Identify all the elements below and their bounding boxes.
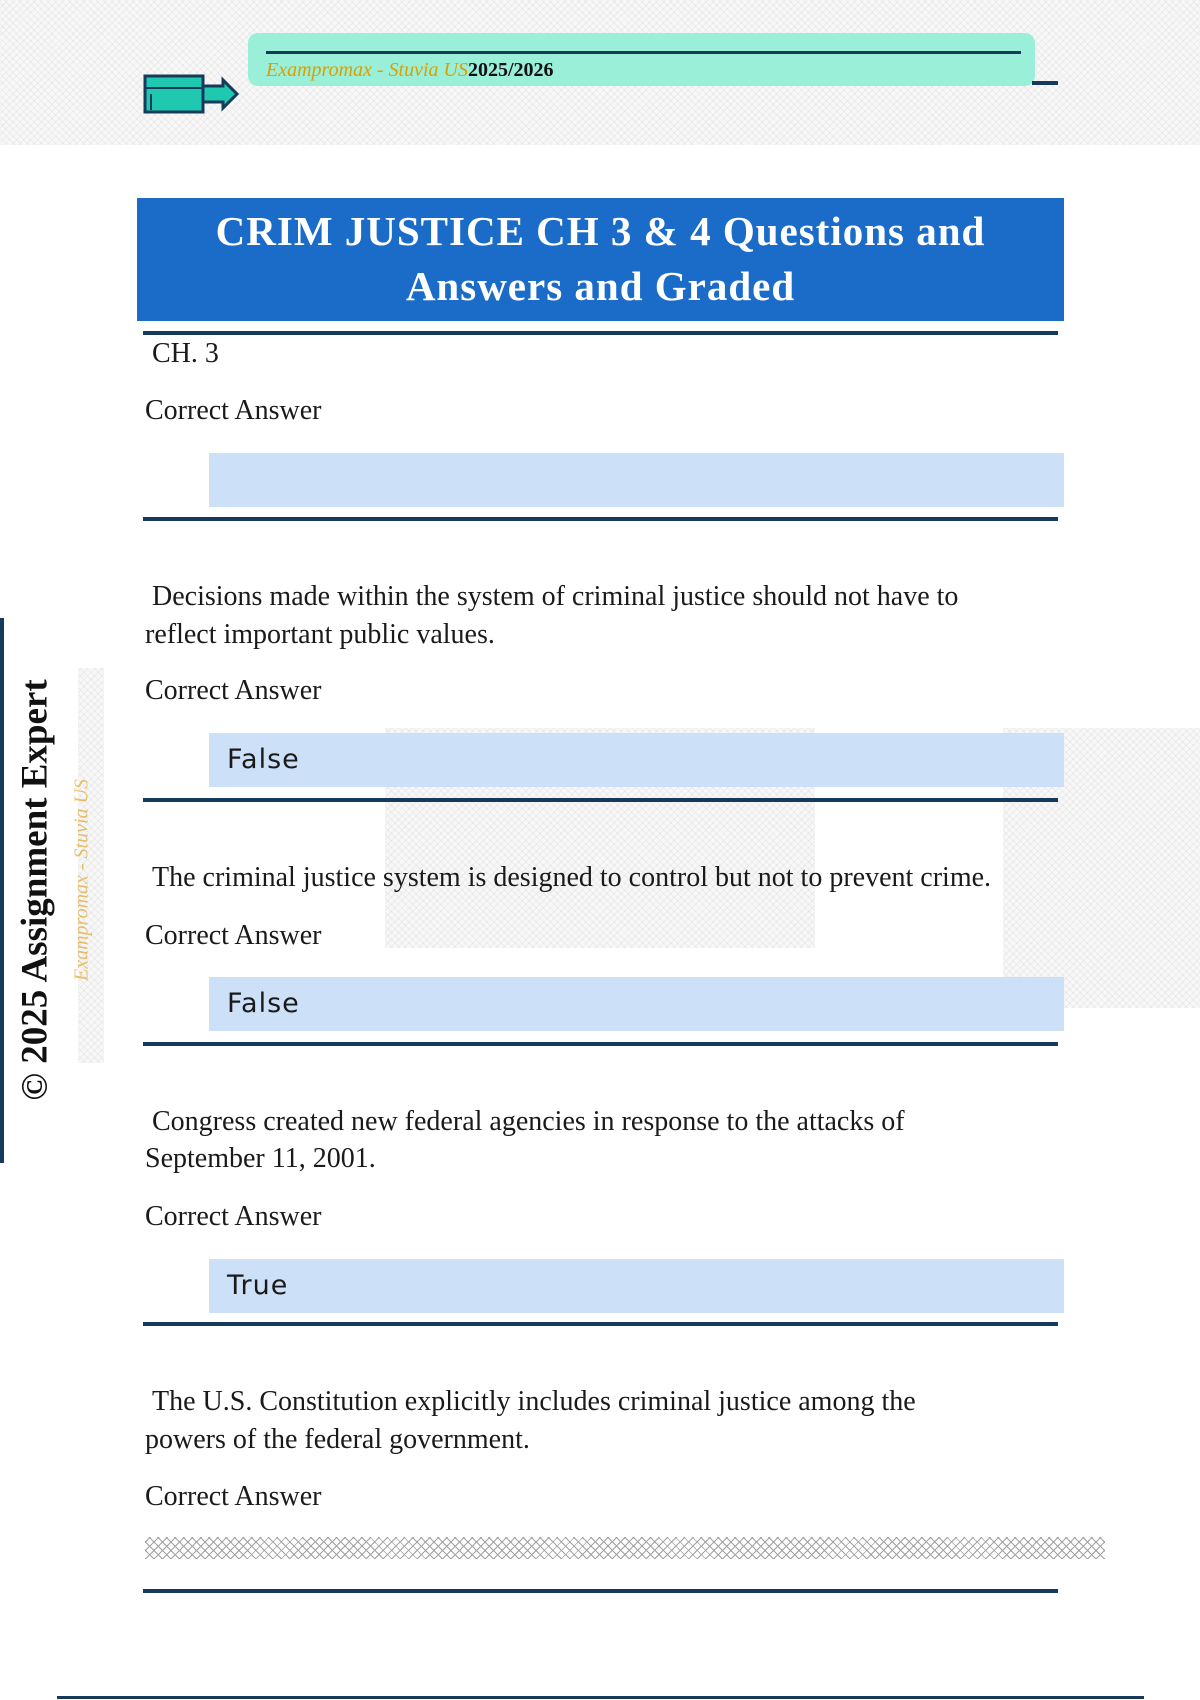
header-text: [266, 59, 554, 82]
footer-rule: [57, 1696, 1144, 1699]
answer-label: Correct Answer: [145, 920, 322, 951]
logo-arrow-icon: [143, 72, 239, 116]
question-text: The criminal justice system is designed to control but not to prevent crime.: [152, 862, 992, 893]
title-line-2: Answers and Graded: [405, 263, 796, 309]
header-brand: Exampromax - Stuvia US: [266, 59, 468, 81]
header-rule: [1032, 81, 1058, 85]
question-text: Decisions made within the system of criminal justice should not have to: [152, 581, 959, 612]
answer-box: False: [209, 733, 1064, 787]
question-text: CH. 3: [152, 338, 219, 369]
divider: [143, 1042, 1058, 1046]
title-line-1: CRIM JUSTICE CH 3 & 4 Questions and: [215, 208, 986, 254]
answer-box: True: [209, 1259, 1064, 1313]
answer-label: Correct Answer: [145, 1481, 322, 1512]
divider: [143, 798, 1058, 802]
question-text: reflect important public values.: [145, 619, 495, 650]
answer-label: Correct Answer: [145, 395, 322, 426]
divider: [143, 331, 1058, 335]
divider: [143, 1589, 1058, 1593]
header-banner: [248, 33, 1035, 86]
header-year: 2025/2026: [468, 59, 554, 81]
question-text: The U.S. Constitution explicitly includes criminal justice among the: [152, 1386, 916, 1417]
question-text: powers of the federal government.: [145, 1424, 530, 1455]
divider: [143, 517, 1058, 521]
answer-placeholder-pattern: [145, 1537, 1105, 1559]
page-title: [137, 198, 1064, 321]
divider: [143, 1322, 1058, 1326]
answer-label: Correct Answer: [145, 1201, 322, 1232]
side-bar: [0, 618, 4, 1163]
question-text: September 11, 2001.: [145, 1143, 376, 1174]
header-line: [266, 51, 1021, 54]
question-text: Congress created new federal agencies in response to the attacks of: [152, 1106, 905, 1137]
brand-watermark: Exampromax - Stuvia US: [70, 779, 93, 981]
answer-box: [209, 453, 1064, 507]
answer-box: False: [209, 977, 1064, 1031]
copyright-watermark: © 2025 Assignment Expert: [14, 679, 56, 1101]
answer-label: Correct Answer: [145, 675, 322, 706]
